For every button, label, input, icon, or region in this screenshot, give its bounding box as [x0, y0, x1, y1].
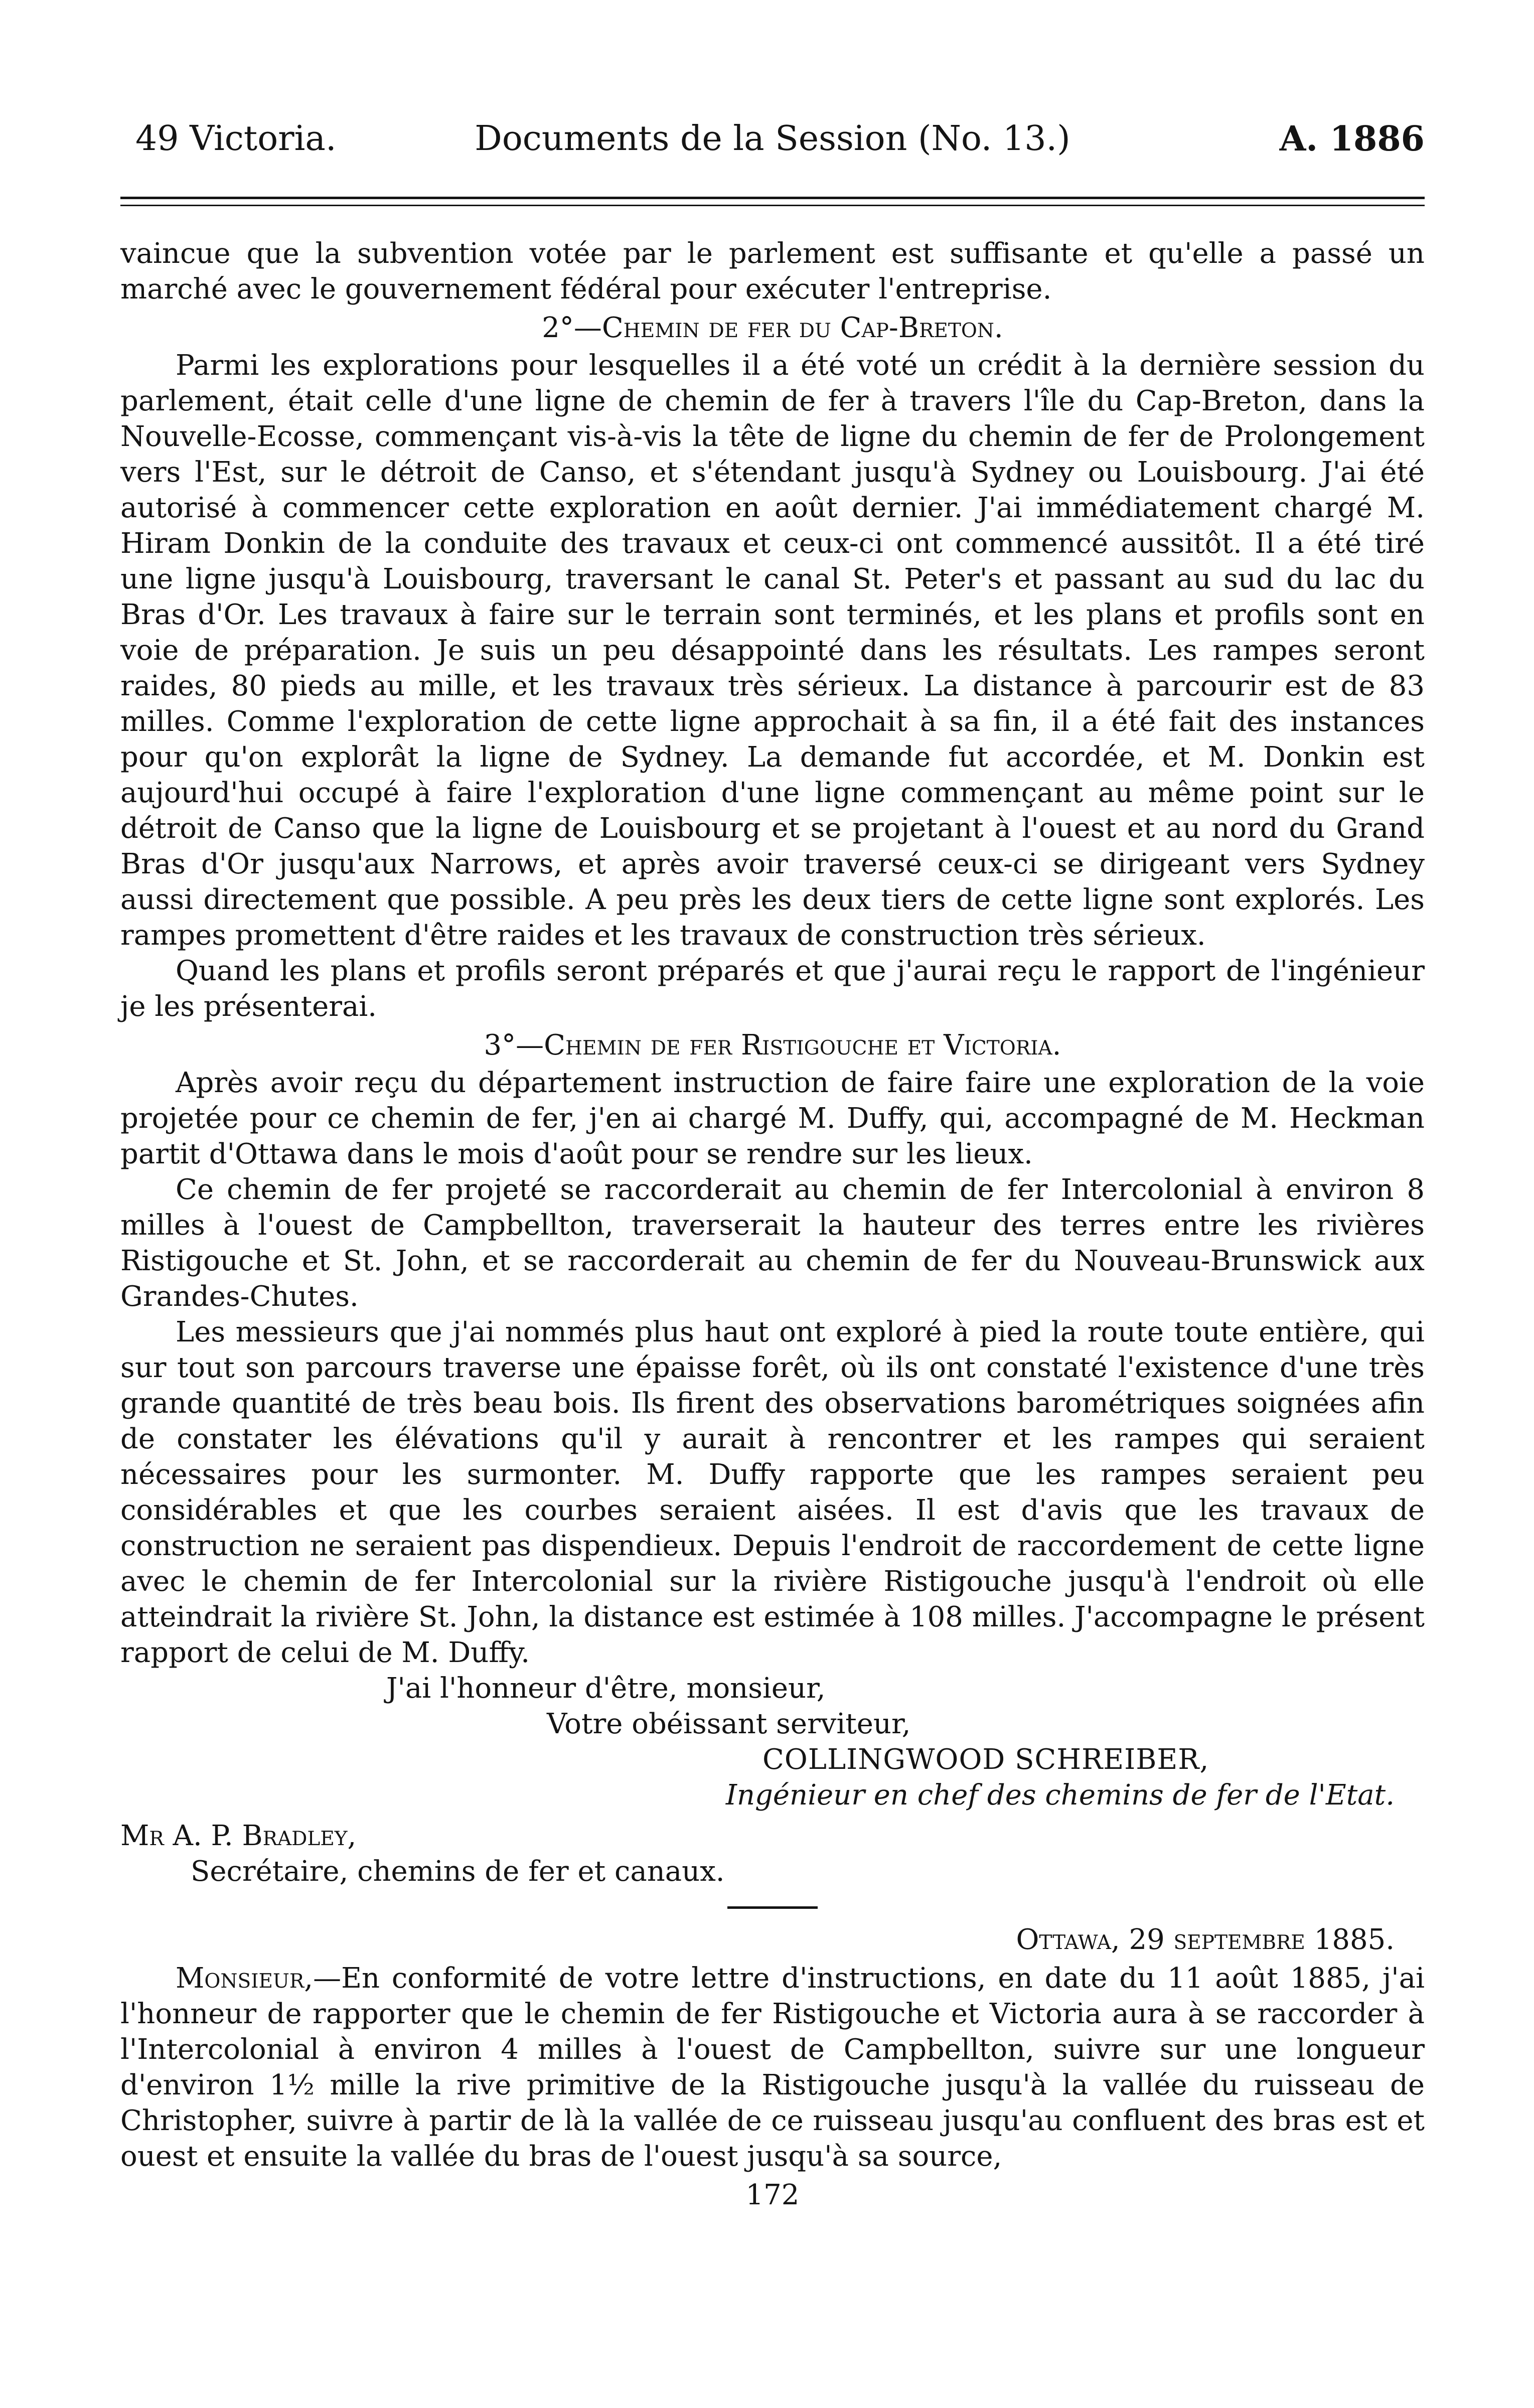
- salutation: Monsieur,: [176, 1962, 314, 1995]
- paragraph-route: Ce chemin de fer projeté se raccorderait au chemin de fer Intercolonial à environ 8 milles à l'ouest de Campbellton, traverserait la hauteur des terres entre les rivières Ristigouche et St. John, et se raccorderait au chemin de fer du Nouveau-Brunswick aux Grandes-Chutes.: [120, 1173, 1425, 1313]
- section-heading-ristigouche: 3°—Chemin de fer Ristigouche et Victoria.: [484, 1029, 1061, 1062]
- page-number: 172: [745, 2179, 800, 2211]
- closing-honour: J'ai l'honneur d'être, monsieur,: [386, 1672, 826, 1705]
- header-regnal-year: 49 Victoria.: [135, 119, 337, 159]
- header-title: Documents de la Session (No. 13.): [475, 119, 1070, 159]
- closing-servant: Votre obéissant serviteur,: [547, 1708, 911, 1740]
- dateline: Ottawa, 29 septembre 1885.: [1016, 1923, 1395, 1956]
- paragraph-continuation: vaincue que la subvention votée par le parlement est suffisante et qu'elle a passé un marché avec le gouvernement fédéral pour exécuter l'entreprise.: [120, 237, 1425, 306]
- paragraph-plans: Quand les plans et profils seront préparés et que j'aurai reçu le rapport de l'ingénieur je les présenterai.: [120, 955, 1425, 1023]
- page-header: [120, 116, 1425, 162]
- section-heading-cap-breton: 2°—Chemin de fer du Cap-Breton.: [542, 312, 1003, 344]
- paragraph-exploration: Après avoir reçu du département instruction de faire faire une exploration de la voie projetée pour ce chemin de fer, j'en ai chargé M. Duffy, qui, accompagné de M. Heckman partit d'Ottawa dans le mois d'août pour se rendre sur les lieux.: [120, 1067, 1425, 1170]
- header-rule-thick: [120, 197, 1425, 199]
- letter2-text: —En conformité de votre lettre d'instructions, en date du 11 août 1885, j'ai l'honneur de rapporter que le chemin de fer Ristigouche et Victoria aura à se raccorder à l'Intercolonial à environ 4 milles à l'ouest de Campbellton, suivre sur une longueur d'environ 1½ mille la rive primitive de la Ristigouche jusqu'à la vallée du ruisseau de Christopher, suivre à partir de là la vallée de ce ruisseau jusqu'au confluent des bras est et ouest et ensuite la vallée du bras de l'ouest jusqu'à sa source,: [120, 1962, 1425, 2173]
- addressee-title: Secrétaire, chemins de fer et canaux.: [191, 1855, 725, 1888]
- signature: COLLINGWOOD SCHREIBER,: [762, 1743, 1209, 1776]
- paragraph-survey: Les messieurs que j'ai nommés plus haut ont exploré à pied la route toute entière, qui sur tout son parcours traverse une épaisse forêt, où ils ont constaté l'existence d'une très grande quantité de très beau bois. Ils firent des observations barométriques soignées afin de constater les élévations qu'il y aurait à rencontrer et les rampes qui seraient nécessaires pour les surmonter. M. Duffy rapporte que les rampes seraient peu considérables et que les courbes seraient aisées. Il est d'avis que les travaux de construction ne seraient pas dispendieux. Depuis l'endroit de raccordement de cette ligne avec le chemin de fer Intercolonial sur la rivière Ristigouche jusqu'à l'endroit où elle atteindrait la rivière St. John, la distance est estimée à 108 milles. J'accompagne le présent rapport de celui de M. Duffy.: [120, 1316, 1425, 1669]
- header-year: A. 1886: [1279, 119, 1425, 159]
- paragraph-cap-breton: Parmi les explorations pour lesquelles il a été voté un crédit à la dernière session du parlement, était celle d'une ligne de chemin de fer à travers l'île du Cap-Breton, dans la Nouvelle-Ecosse, commençant vis-à-vis la tête de ligne du chemin de fer de Prolongement vers l'Est, sur le détroit de Canso, et s'étendant jusqu'à Sydney ou Louisbourg. J'ai été autorisé à commencer cette exploration en août dernier. J'ai immédiatement chargé M. Hiram Donkin de la conduite des travaux et ceux-ci ont commencé aussitôt. Il a été tiré une ligne jusqu'à Louisbourg, traversant le canal St. Peter's et passant au sud du lac du Bras d'Or. Les travaux à faire sur le terrain sont terminés, et les plans et profils sont en voie de préparation. Je suis un peu désappointé dans les résultats. Les rampes seront raides, 80 pieds au mille, et les travaux très sérieux. La distance à parcourir est de 83 milles. Comme l'exploration de cette ligne approchait à sa fin, il a été fait des instances pour qu'on explorât la ligne de Sydney. La demande fut accordée, et M. Donkin est aujourd'hui occupé à faire l'exploration d'une ligne commençant au même point sur le détroit de Canso que la ligne de Louisbourg et se projetant à l'ouest et au nord du Grand Bras d'Or jusqu'aux Narrows, et après avoir traversé ceux-ci se dirigeant vers Sydney aussi directement que possible. A peu près les deux tiers de cette ligne sont explorés. Les rampes promettent d'être raides et les travaux de construction très sérieux.: [120, 349, 1425, 952]
- signature-title: Ingénieur en chef des chemins de fer de l'Etat.: [725, 1779, 1395, 1812]
- document-body: [120, 236, 1425, 2213]
- separator-rule: [727, 1906, 818, 1909]
- header-rule-thin: [120, 205, 1425, 206]
- paragraph-letter2: [120, 1961, 1425, 2174]
- addressee-name: Mr A. P. Bradley,: [120, 1820, 357, 1852]
